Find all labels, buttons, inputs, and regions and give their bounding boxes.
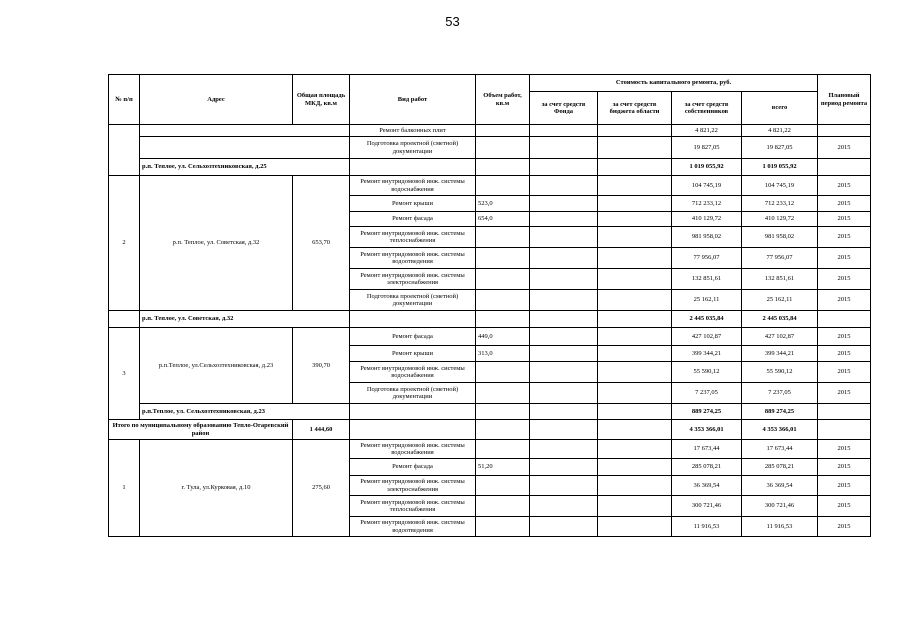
table-row xyxy=(109,328,871,346)
subtotal-owners: 2 445 035,84 xyxy=(672,311,742,328)
subtotal-label: р.п. Теплое, ул. Сельхозтехниковская, д.25 xyxy=(140,159,350,176)
owners-cell: 77 956,07 xyxy=(672,248,742,269)
work-cell: Ремонт фасада xyxy=(350,328,476,346)
subtotal-row xyxy=(109,311,871,328)
subtotal-row xyxy=(109,159,871,176)
owners-cell: 300 721,46 xyxy=(672,496,742,517)
period-cell: 2015 xyxy=(818,362,871,383)
work-cell: Ремонт внутридомовой инж. системы водоснабжения xyxy=(350,362,476,383)
period-cell xyxy=(818,125,871,137)
repair-cost-table xyxy=(108,74,871,537)
work-cell: Ремонт внутридомовой инж. системы электроснабжения xyxy=(350,269,476,290)
owners-cell: 36 369,54 xyxy=(672,476,742,496)
owners-cell: 285 078,21 xyxy=(672,459,742,476)
period-cell: 2015 xyxy=(818,196,871,212)
owners-cell: 11 916,53 xyxy=(672,517,742,537)
num-cell: 3 xyxy=(109,328,140,420)
grand-total-label: Итого по муниципальному образованию Тепло-Огаревский район xyxy=(109,420,293,440)
work-cell: Ремонт фасада xyxy=(350,212,476,227)
owners-cell: 981 958,02 xyxy=(672,227,742,248)
total-cell: 300 721,46 xyxy=(742,496,818,517)
total-cell: 19 827,05 xyxy=(742,137,818,159)
total-cell: 410 129,72 xyxy=(742,212,818,227)
total-cell: 104 745,19 xyxy=(742,176,818,196)
grand-total-owners: 4 353 366,01 xyxy=(672,420,742,440)
address-cell: р.п. Теплое, ул. Советская, д.32 xyxy=(140,176,293,311)
volume-cell: 654,0 xyxy=(476,212,530,227)
period-cell: 2015 xyxy=(818,290,871,311)
total-cell: 4 821,22 xyxy=(742,125,818,137)
period-cell: 2015 xyxy=(818,440,871,459)
table-row xyxy=(109,125,871,137)
work-cell: Подготовка проектной (сметной) документации xyxy=(350,383,476,404)
period-cell: 2015 xyxy=(818,212,871,227)
grand-total-total: 4 353 366,01 xyxy=(742,420,818,440)
page-number: 53 xyxy=(445,14,460,29)
table-row xyxy=(109,137,871,159)
period-cell: 2015 xyxy=(818,227,871,248)
num-cell: 1 xyxy=(109,440,140,537)
num-cell: 2 xyxy=(109,176,140,311)
period-cell: 2015 xyxy=(818,137,871,159)
volume-cell: 523,0 xyxy=(476,196,530,212)
period-cell: 2015 xyxy=(818,328,871,346)
owners-cell: 55 590,12 xyxy=(672,362,742,383)
owners-cell: 132 851,61 xyxy=(672,269,742,290)
period-cell: 2015 xyxy=(818,496,871,517)
work-cell: Ремонт фасада xyxy=(350,459,476,476)
owners-cell: 104 745,19 xyxy=(672,176,742,196)
total-cell: 981 958,02 xyxy=(742,227,818,248)
volume-cell: 313,0 xyxy=(476,346,530,362)
area-cell: 653,70 xyxy=(293,176,350,311)
total-cell: 7 237,05 xyxy=(742,383,818,404)
owners-cell: 7 237,05 xyxy=(672,383,742,404)
volume-cell: 449,0 xyxy=(476,328,530,346)
period-cell: 2015 xyxy=(818,346,871,362)
subtotal-row xyxy=(109,404,871,420)
num-cell-empty xyxy=(109,125,140,176)
header-cost-group: Стоимость капитального ремонта, руб. xyxy=(530,75,818,92)
address-cell: р.п.Теплое, ул.Сельхозтехниковская, д.23 xyxy=(140,328,293,404)
work-cell: Ремонт внутридомовой инж. системы водоснабжения xyxy=(350,176,476,196)
grand-total-area: 1 444,60 xyxy=(293,420,350,440)
work-cell: Ремонт внутридомовой инж. системы водоотведения xyxy=(350,248,476,269)
subtotal-owners: 889 274,25 xyxy=(672,404,742,420)
period-cell: 2015 xyxy=(818,176,871,196)
subtotal-total: 2 445 035,84 xyxy=(742,311,818,328)
total-cell: 55 590,12 xyxy=(742,362,818,383)
work-cell: Подготовка проектной (сметной) документации xyxy=(350,137,476,159)
address-cell: г. Тула, ул.Курковая, д.10 xyxy=(140,440,293,537)
period-cell: 2015 xyxy=(818,459,871,476)
area-cell: 390,70 xyxy=(293,328,350,404)
subtotal-label: р.п. Теплое, ул. Советская, д.32 xyxy=(140,311,350,328)
total-cell: 132 851,61 xyxy=(742,269,818,290)
work-cell: Ремонт крыши xyxy=(350,196,476,212)
owners-cell: 427 102,87 xyxy=(672,328,742,346)
owners-cell: 399 344,21 xyxy=(672,346,742,362)
work-cell: Ремонт внутридомовой инж. системы водоотведения xyxy=(350,517,476,537)
subtotal-total: 889 274,25 xyxy=(742,404,818,420)
total-cell: 77 956,07 xyxy=(742,248,818,269)
work-cell: Ремонт внутридомовой инж. системы электроснабжения xyxy=(350,476,476,496)
total-cell: 11 916,53 xyxy=(742,517,818,537)
work-cell: Ремонт внутридомовой инж. системы водоснабжения xyxy=(350,440,476,459)
owners-cell: 17 673,44 xyxy=(672,440,742,459)
address-cell-empty xyxy=(140,125,350,137)
total-cell: 25 162,11 xyxy=(742,290,818,311)
work-cell: Подготовка проектной (сметной) документации xyxy=(350,290,476,311)
table-row xyxy=(109,440,871,459)
header-total: всего xyxy=(742,92,818,125)
subtotal-label: р.п.Теплое, ул. Сельхозтехниковская, д.23 xyxy=(140,404,350,420)
subtotal-total: 1 019 055,92 xyxy=(742,159,818,176)
owners-cell: 25 162,11 xyxy=(672,290,742,311)
header-period: Плановый период ремонта xyxy=(818,75,871,125)
total-cell: 427 102,87 xyxy=(742,328,818,346)
work-cell: Ремонт внутридомовой инж. системы теплоснабжения xyxy=(350,496,476,517)
table-row xyxy=(109,176,871,196)
header-num: № п/п xyxy=(109,75,140,125)
volume-cell: 51,20 xyxy=(476,459,530,476)
header-fund: за счет средств Фонда xyxy=(530,92,598,125)
subtotal-owners: 1 019 055,92 xyxy=(672,159,742,176)
period-cell: 2015 xyxy=(818,269,871,290)
header-region: за счет средств бюджета области xyxy=(598,92,672,125)
total-cell: 712 233,12 xyxy=(742,196,818,212)
header-area: Общая площадь МКД, кв.м xyxy=(293,75,350,125)
period-cell: 2015 xyxy=(818,476,871,496)
owners-cell: 4 821,22 xyxy=(672,125,742,137)
header-address: Адрес xyxy=(140,75,293,125)
area-cell: 275,60 xyxy=(293,440,350,537)
total-cell: 36 369,54 xyxy=(742,476,818,496)
period-cell: 2015 xyxy=(818,517,871,537)
owners-cell: 19 827,05 xyxy=(672,137,742,159)
header-volume: Объем работ, кв.м xyxy=(476,75,530,125)
total-cell: 285 078,21 xyxy=(742,459,818,476)
total-cell: 17 673,44 xyxy=(742,440,818,459)
work-cell: Ремонт балконных плит xyxy=(350,125,476,137)
total-cell: 399 344,21 xyxy=(742,346,818,362)
work-cell: Ремонт внутридомовой инж. системы теплоснабжения xyxy=(350,227,476,248)
header-owners: за счет средств собственников xyxy=(672,92,742,125)
owners-cell: 410 129,72 xyxy=(672,212,742,227)
header-work-type: Вид работ xyxy=(350,75,476,125)
owners-cell: 712 233,12 xyxy=(672,196,742,212)
period-cell: 2015 xyxy=(818,383,871,404)
grand-total-row xyxy=(109,420,871,440)
period-cell: 2015 xyxy=(818,248,871,269)
work-cell: Ремонт крыши xyxy=(350,346,476,362)
